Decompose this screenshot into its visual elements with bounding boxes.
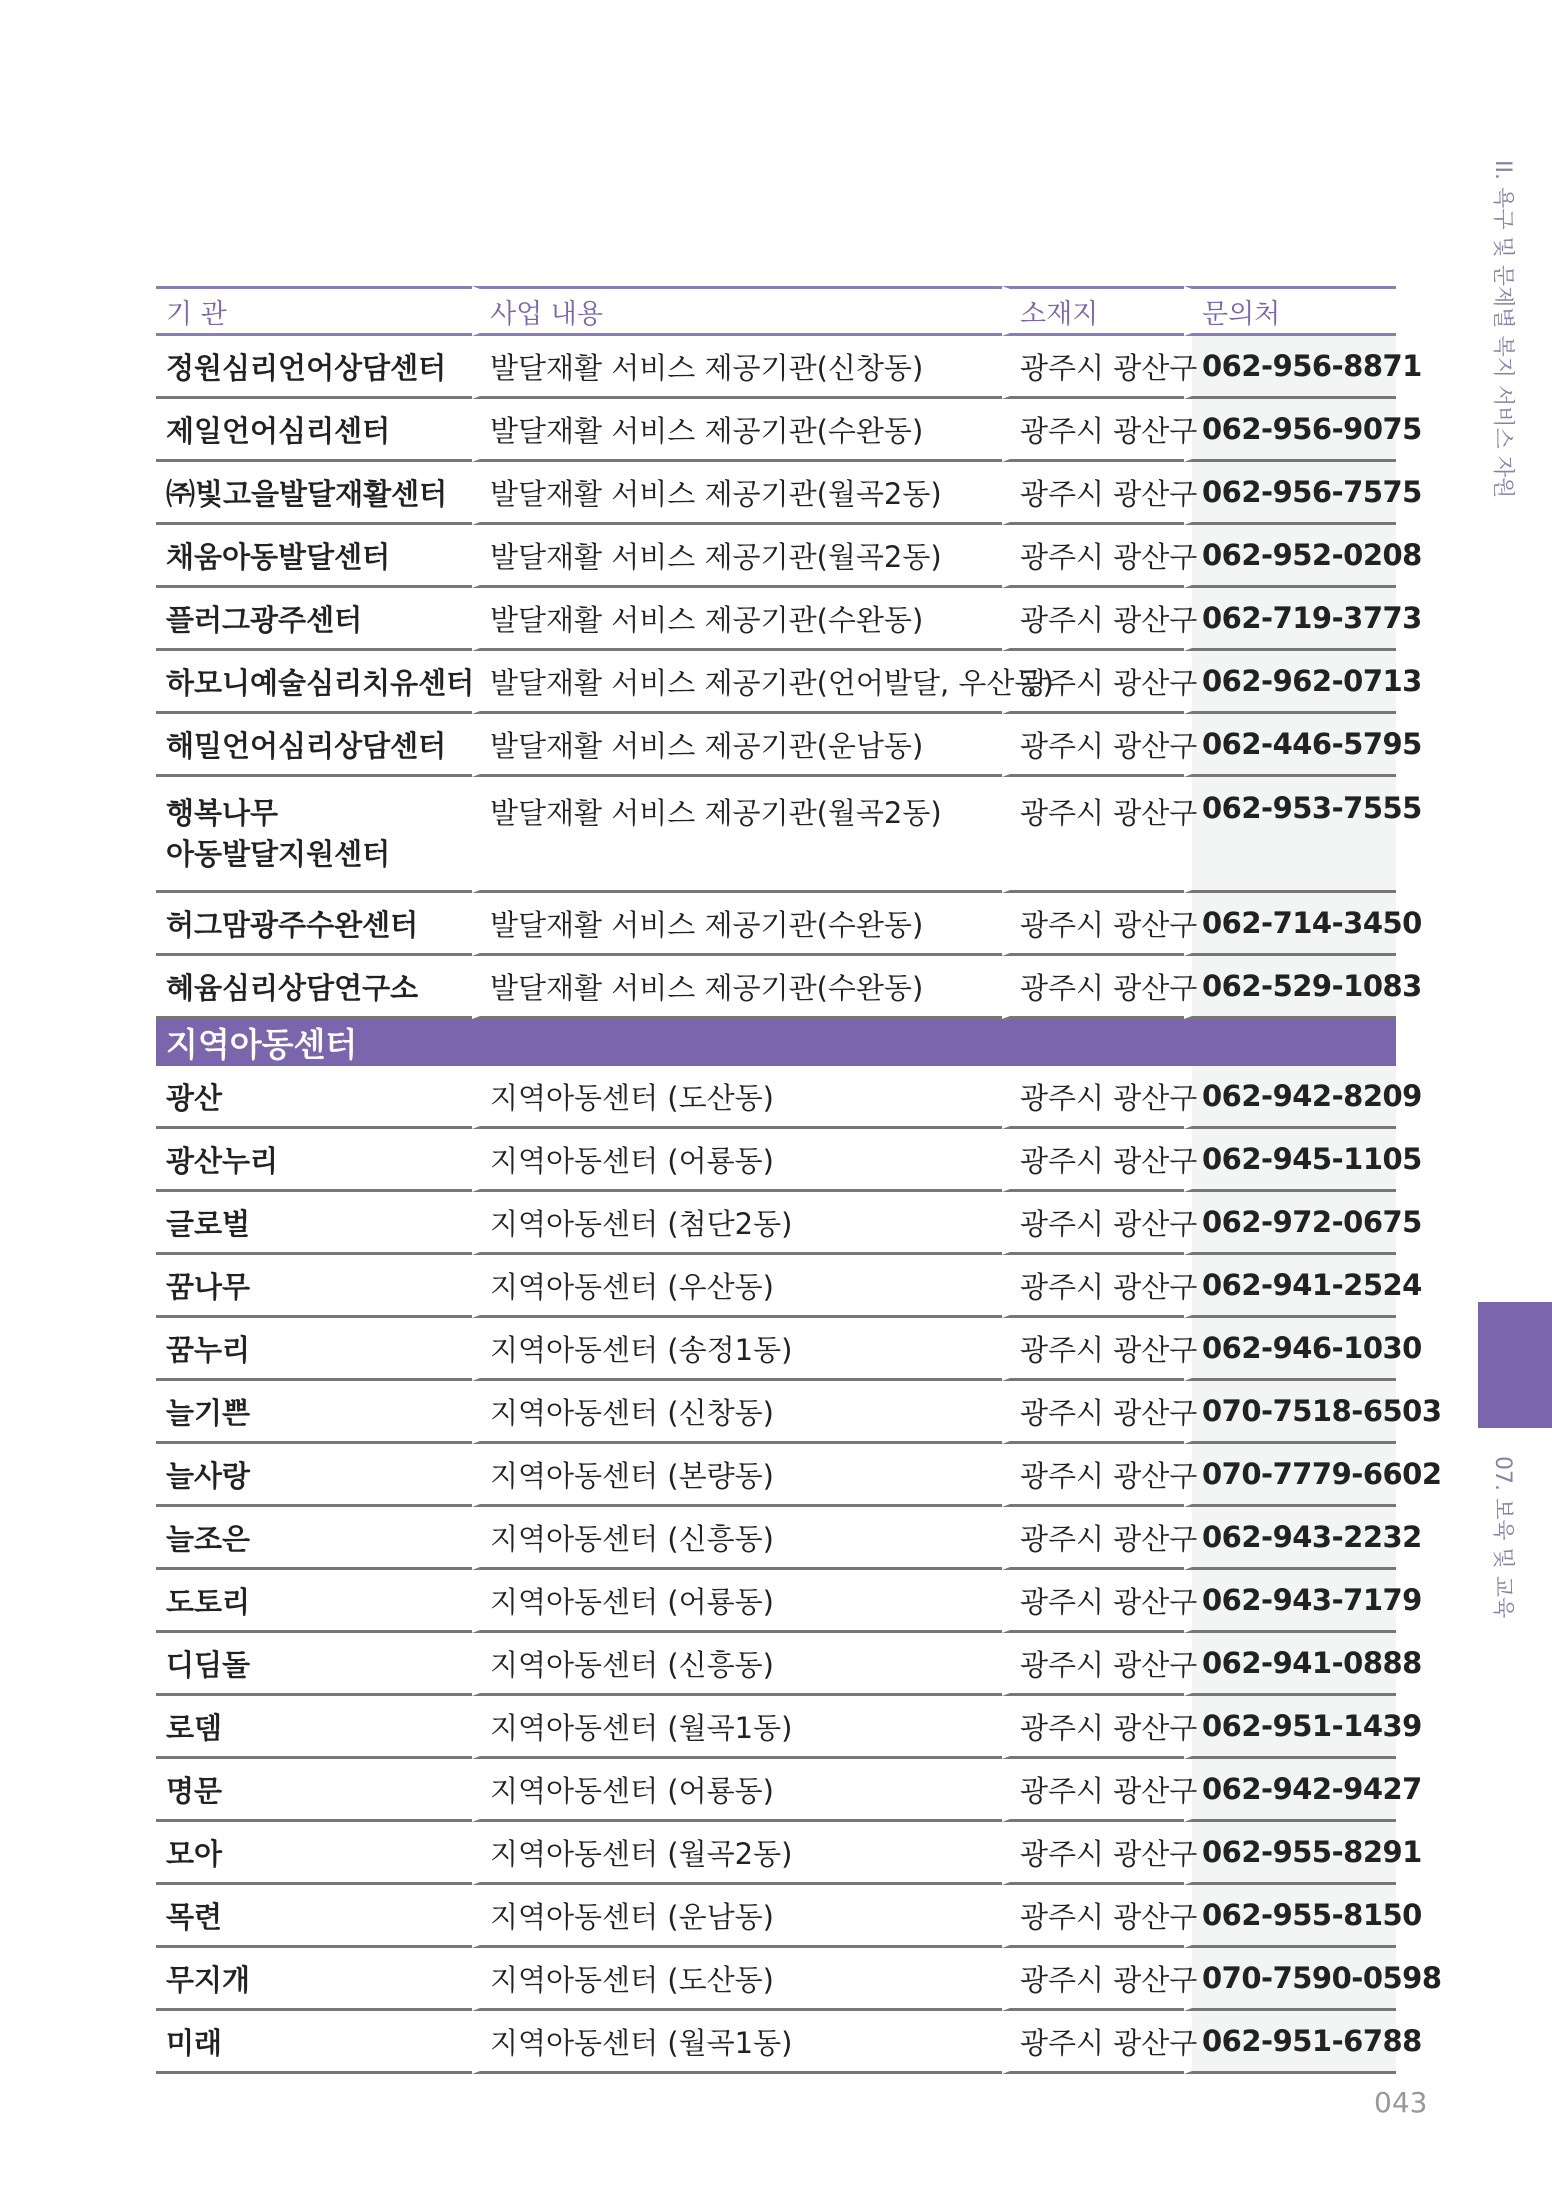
content-cell: 지역아동센터 (도산동): [472, 1948, 1002, 2011]
phone-cell: 062-529-1083: [1184, 956, 1396, 1019]
phone-cell: 062-951-1439: [1184, 1696, 1396, 1759]
chapter-tab: [1478, 1302, 1552, 1428]
table-row: [156, 1822, 1396, 1885]
content-cell: 지역아동센터 (도산동): [472, 1066, 1002, 1129]
table-row: [156, 1255, 1396, 1318]
content-cell: 발달재활 서비스 제공기관(수완동): [472, 956, 1002, 1019]
location-cell: 광주시 광산구: [1002, 1192, 1184, 1255]
phone-cell: 062-956-9075: [1184, 399, 1396, 462]
table-row: [156, 1696, 1396, 1759]
table-row: [156, 1381, 1396, 1444]
location-cell: 광주시 광산구: [1002, 1696, 1184, 1759]
phone-cell: 062-945-1105: [1184, 1129, 1396, 1192]
organization-cell: 정원심리언어상담센터: [156, 336, 472, 399]
phone-cell: 062-941-2524: [1184, 1255, 1396, 1318]
phone-cell: 070-7779-6602: [1184, 1444, 1396, 1507]
organization-cell: 도토리: [156, 1570, 472, 1633]
organization-cell: 광산누리: [156, 1129, 472, 1192]
phone-cell: 070-7590-0598: [1184, 1948, 1396, 2011]
location-cell: 광주시 광산구: [1002, 2011, 1184, 2074]
content-cell: 지역아동센터 (신흥동): [472, 1633, 1002, 1696]
table-row: [156, 1948, 1396, 2011]
content-cell: 발달재활 서비스 제공기관(월곡2동): [472, 525, 1002, 588]
organization-cell: 로뎀: [156, 1696, 472, 1759]
table-row: [156, 399, 1396, 462]
content-cell: 지역아동센터 (본량동): [472, 1444, 1002, 1507]
location-cell: 광주시 광산구: [1002, 1129, 1184, 1192]
phone-cell: 062-956-8871: [1184, 336, 1396, 399]
side-chapter-label: 07. 보육 및 교육: [1490, 1456, 1515, 1619]
location-cell: 광주시 광산구: [1002, 399, 1184, 462]
content-cell: 지역아동센터 (어룡동): [472, 1129, 1002, 1192]
location-cell: 광주시 광산구: [1002, 1255, 1184, 1318]
location-cell: 광주시 광산구: [1002, 1822, 1184, 1885]
content-cell: 지역아동센터 (운남동): [472, 1885, 1002, 1948]
section-title: 지역아동센터: [156, 1019, 1396, 1066]
location-cell: 광주시 광산구: [1002, 893, 1184, 956]
organization-cell: 채움아동발달센터: [156, 525, 472, 588]
table-row: [156, 588, 1396, 651]
location-cell: 광주시 광산구: [1002, 1507, 1184, 1570]
phone-cell: 062-953-7555: [1184, 777, 1396, 893]
phone-cell: 062-714-3450: [1184, 893, 1396, 956]
phone-cell: 062-942-9427: [1184, 1759, 1396, 1822]
table-row: [156, 1507, 1396, 1570]
content-cell: 발달재활 서비스 제공기관(월곡2동): [472, 777, 1002, 893]
phone-cell: 062-955-8150: [1184, 1885, 1396, 1948]
table-row: [156, 1066, 1396, 1129]
content-cell: 지역아동센터 (어룡동): [472, 1570, 1002, 1633]
organization-cell: 모아: [156, 1822, 472, 1885]
content-cell: 발달재활 서비스 제공기관(수완동): [472, 588, 1002, 651]
page-number: 043: [1374, 2086, 1428, 2119]
table-row: [156, 2011, 1396, 2074]
side-section-label: II. 욕구 및 문제별 복지 서비스 자원: [1490, 160, 1515, 499]
header-content: 사업 내용: [472, 286, 1002, 336]
phone-cell: 062-951-6788: [1184, 2011, 1396, 2074]
content-cell: 지역아동센터 (월곡2동): [472, 1822, 1002, 1885]
section-header-row: [156, 1019, 1396, 1066]
header-organization: 기 관: [156, 286, 472, 336]
organization-cell: 플러그광주센터: [156, 588, 472, 651]
table-row: [156, 525, 1396, 588]
location-cell: 광주시 광산구: [1002, 714, 1184, 777]
phone-cell: 062-943-7179: [1184, 1570, 1396, 1633]
phone-cell: 062-952-0208: [1184, 525, 1396, 588]
content-cell: 지역아동센터 (신흥동): [472, 1507, 1002, 1570]
organization-cell: 광산: [156, 1066, 472, 1129]
content-cell: 지역아동센터 (우산동): [472, 1255, 1002, 1318]
organization-cell: 제일언어심리센터: [156, 399, 472, 462]
table-header-row: [156, 286, 1396, 336]
table-row: [156, 1759, 1396, 1822]
organization-cell: 늘기쁜: [156, 1381, 472, 1444]
organization-cell: 늘사랑: [156, 1444, 472, 1507]
table-row: [156, 1633, 1396, 1696]
location-cell: 광주시 광산구: [1002, 1381, 1184, 1444]
table-row: [156, 893, 1396, 956]
location-cell: 광주시 광산구: [1002, 1066, 1184, 1129]
location-cell: 광주시 광산구: [1002, 956, 1184, 1019]
table-row: [156, 462, 1396, 525]
content-cell: 발달재활 서비스 제공기관(운남동): [472, 714, 1002, 777]
content-cell: 지역아동센터 (송정1동): [472, 1318, 1002, 1381]
location-cell: 광주시 광산구: [1002, 1318, 1184, 1381]
phone-cell: 062-955-8291: [1184, 1822, 1396, 1885]
header-contact: 문의처: [1184, 286, 1396, 336]
phone-cell: 062-446-5795: [1184, 714, 1396, 777]
table-row: [156, 1192, 1396, 1255]
content-cell: 지역아동센터 (첨단2동): [472, 1192, 1002, 1255]
phone-cell: 062-956-7575: [1184, 462, 1396, 525]
organization-cell: 목련: [156, 1885, 472, 1948]
location-cell: 광주시 광산구: [1002, 462, 1184, 525]
content-cell: 발달재활 서비스 제공기관(수완동): [472, 399, 1002, 462]
header-location: 소재지: [1002, 286, 1184, 336]
phone-cell: 062-941-0888: [1184, 1633, 1396, 1696]
organization-cell: 꿈누리: [156, 1318, 472, 1381]
phone-cell: 062-962-0713: [1184, 651, 1396, 714]
phone-cell: 062-942-8209: [1184, 1066, 1396, 1129]
table-row: [156, 1318, 1396, 1381]
content-cell: 발달재활 서비스 제공기관(월곡2동): [472, 462, 1002, 525]
content-cell: 지역아동센터 (월곡1동): [472, 1696, 1002, 1759]
organization-cell: 늘조은: [156, 1507, 472, 1570]
phone-cell: 070-7518-6503: [1184, 1381, 1396, 1444]
phone-cell: 062-972-0675: [1184, 1192, 1396, 1255]
organization-cell: 명문: [156, 1759, 472, 1822]
organization-cell: 하모니예술심리치유센터: [156, 651, 472, 714]
table-row: [156, 1129, 1396, 1192]
organization-cell: 미래: [156, 2011, 472, 2074]
facility-table: [156, 286, 1442, 2074]
location-cell: 광주시 광산구: [1002, 777, 1184, 893]
table-row: [156, 956, 1396, 1019]
organization-cell: 혜윰심리상담연구소: [156, 956, 472, 1019]
organization-cell: 무지개: [156, 1948, 472, 2011]
table-row: [156, 777, 1396, 893]
organization-cell: 허그맘광주수완센터: [156, 893, 472, 956]
content-cell: 발달재활 서비스 제공기관(언어발달, 우산동): [472, 651, 1002, 714]
location-cell: 광주시 광산구: [1002, 1633, 1184, 1696]
phone-cell: 062-946-1030: [1184, 1318, 1396, 1381]
location-cell: 광주시 광산구: [1002, 1444, 1184, 1507]
organization-cell: 해밀언어심리상담센터: [156, 714, 472, 777]
location-cell: 광주시 광산구: [1002, 1759, 1184, 1822]
phone-cell: 062-943-2232: [1184, 1507, 1396, 1570]
phone-cell: 062-719-3773: [1184, 588, 1396, 651]
location-cell: 광주시 광산구: [1002, 336, 1184, 399]
organization-cell: [156, 777, 472, 893]
location-cell: 광주시 광산구: [1002, 1948, 1184, 2011]
table-row: [156, 651, 1396, 714]
location-cell: 광주시 광산구: [1002, 1885, 1184, 1948]
table-row: [156, 714, 1396, 777]
content-cell: 발달재활 서비스 제공기관(신창동): [472, 336, 1002, 399]
content-cell: 지역아동센터 (신창동): [472, 1381, 1002, 1444]
location-cell: 광주시 광산구: [1002, 525, 1184, 588]
location-cell: 광주시 광산구: [1002, 588, 1184, 651]
organization-cell: 글로벌: [156, 1192, 472, 1255]
content-cell: 지역아동센터 (어룡동): [472, 1759, 1002, 1822]
table-row: [156, 1885, 1396, 1948]
table-row: [156, 1444, 1396, 1507]
content-cell: 지역아동센터 (월곡1동): [472, 2011, 1002, 2074]
organization-name-line: 아동발달지원센터: [166, 837, 391, 871]
location-cell: 광주시 광산구: [1002, 1570, 1184, 1633]
organization-cell: 꿈나무: [156, 1255, 472, 1318]
organization-cell: ㈜빛고을발달재활센터: [156, 462, 472, 525]
organization-name-line: 행복나무: [166, 796, 279, 830]
location-cell: 광주시 광산구: [1002, 651, 1184, 714]
table-row: [156, 336, 1396, 399]
table-row: [156, 1570, 1396, 1633]
content-cell: 발달재활 서비스 제공기관(수완동): [472, 893, 1002, 956]
organization-cell: 디딤돌: [156, 1633, 472, 1696]
